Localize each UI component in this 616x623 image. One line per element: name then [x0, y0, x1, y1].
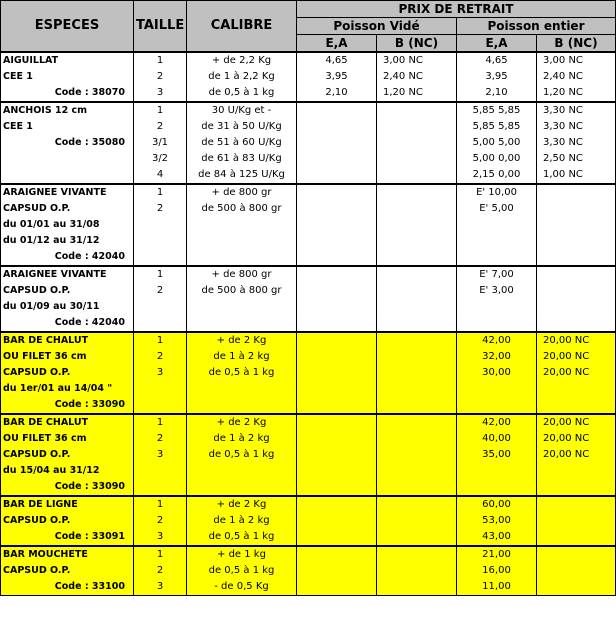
cell-espece: du 01/01 au 31/08 — [1, 217, 134, 233]
cell-entier-b — [537, 546, 616, 563]
table-row — [1, 233, 616, 249]
cell-entier-b: 3,30 NC — [537, 135, 616, 151]
cell-taille: 1 — [134, 414, 187, 431]
cell-espece: BAR DE CHALUT — [1, 414, 134, 431]
cell-calibre: + de 800 gr — [187, 184, 297, 201]
cell-espece: BAR MOUCHETE — [1, 546, 134, 563]
cell-vide-ea — [297, 463, 377, 479]
table-row — [1, 184, 616, 201]
table-row — [1, 431, 616, 447]
cell-taille: 2 — [134, 119, 187, 135]
cell-entier-ea: 5,00 5,00 — [457, 135, 537, 151]
cell-taille: 2 — [134, 513, 187, 529]
table-row — [1, 135, 616, 151]
cell-espece: Code : 33090 — [1, 397, 134, 414]
cell-entier-ea: 2,15 0,00 — [457, 167, 537, 184]
cell-calibre: - de 0,5 Kg — [187, 579, 297, 596]
cell-taille — [134, 479, 187, 496]
cell-entier-b — [537, 381, 616, 397]
cell-taille: 3 — [134, 85, 187, 102]
cell-espece: OU FILET 36 cm — [1, 431, 134, 447]
cell-vide-ea — [297, 217, 377, 233]
cell-taille: 1 — [134, 184, 187, 201]
table-row — [1, 52, 616, 69]
cell-calibre: + de 2 Kg — [187, 496, 297, 513]
cell-entier-ea: 3,95 — [457, 69, 537, 85]
cell-entier-ea: 32,00 — [457, 349, 537, 365]
cell-espece: Code : 33100 — [1, 579, 134, 596]
cell-entier-ea — [457, 249, 537, 266]
cell-espece — [1, 151, 134, 167]
table-row — [1, 496, 616, 513]
cell-entier-ea: 30,00 — [457, 365, 537, 381]
cell-calibre: de 0,5 à 1 kg — [187, 365, 297, 381]
table-row — [1, 479, 616, 496]
cell-espece: CAPSUD O.P. — [1, 513, 134, 529]
cell-entier-b — [537, 217, 616, 233]
cell-entier-ea: 60,00 — [457, 496, 537, 513]
cell-taille: 1 — [134, 332, 187, 349]
table-row — [1, 315, 616, 332]
cell-entier-ea: 42,00 — [457, 332, 537, 349]
cell-calibre — [187, 233, 297, 249]
cell-espece: BAR DE CHALUT — [1, 332, 134, 349]
cell-entier-ea: 11,00 — [457, 579, 537, 596]
table-row — [1, 365, 616, 381]
cell-vide-ea — [297, 233, 377, 249]
cell-entier-b — [537, 397, 616, 414]
col-vide-b: B (NC) — [377, 35, 457, 53]
cell-vide-ea — [297, 381, 377, 397]
cell-calibre: de 500 à 800 gr — [187, 201, 297, 217]
cell-vide-b — [377, 135, 457, 151]
cell-taille: 1 — [134, 546, 187, 563]
cell-calibre: de 61 à 83 U/Kg — [187, 151, 297, 167]
cell-vide-ea — [297, 365, 377, 381]
table-row — [1, 414, 616, 431]
cell-vide-ea — [297, 119, 377, 135]
cell-vide-b — [377, 349, 457, 365]
cell-calibre: de 0,5 à 1 kg — [187, 529, 297, 546]
cell-calibre: de 500 à 800 gr — [187, 283, 297, 299]
col-vide-ea: E,A — [297, 35, 377, 53]
cell-entier-ea: 5,85 5,85 — [457, 119, 537, 135]
cell-vide-b — [377, 513, 457, 529]
cell-vide-b — [377, 249, 457, 266]
cell-vide-b — [377, 447, 457, 463]
cell-calibre: + de 2 Kg — [187, 414, 297, 431]
table-row — [1, 447, 616, 463]
cell-vide-ea: 4,65 — [297, 52, 377, 69]
cell-calibre: + de 800 gr — [187, 266, 297, 283]
cell-vide-b — [377, 563, 457, 579]
cell-vide-ea — [297, 315, 377, 332]
cell-calibre: de 1 à 2 kg — [187, 513, 297, 529]
cell-espece — [1, 167, 134, 184]
cell-entier-ea — [457, 315, 537, 332]
cell-espece: CAPSUD O.P. — [1, 283, 134, 299]
cell-entier-ea: 43,00 — [457, 529, 537, 546]
cell-espece: Code : 33090 — [1, 479, 134, 496]
cell-entier-ea — [457, 463, 537, 479]
cell-vide-ea — [297, 249, 377, 266]
cell-taille — [134, 249, 187, 266]
cell-entier-b: 20,00 NC — [537, 332, 616, 349]
cell-entier-ea — [457, 397, 537, 414]
cell-vide-ea — [297, 431, 377, 447]
cell-entier-ea: 4,65 — [457, 52, 537, 69]
cell-calibre — [187, 217, 297, 233]
cell-vide-b — [377, 217, 457, 233]
cell-espece: Code : 33091 — [1, 529, 134, 546]
cell-entier-b — [537, 315, 616, 332]
cell-entier-b — [537, 233, 616, 249]
cell-calibre: de 1 à 2 kg — [187, 349, 297, 365]
cell-entier-b: 1,00 NC — [537, 167, 616, 184]
cell-vide-b — [377, 233, 457, 249]
cell-taille: 1 — [134, 52, 187, 69]
cell-entier-ea: E' 7,00 — [457, 266, 537, 283]
table-row — [1, 283, 616, 299]
cell-vide-b — [377, 184, 457, 201]
cell-vide-b — [377, 365, 457, 381]
cell-vide-ea — [297, 397, 377, 414]
cell-vide-ea — [297, 579, 377, 596]
cell-entier-b: 20,00 NC — [537, 414, 616, 431]
cell-entier-b: 20,00 NC — [537, 349, 616, 365]
cell-entier-ea: E' 10,00 — [457, 184, 537, 201]
table-row — [1, 167, 616, 184]
cell-calibre: + de 2,2 Kg — [187, 52, 297, 69]
cell-taille: 3 — [134, 447, 187, 463]
cell-entier-b — [537, 513, 616, 529]
cell-vide-ea — [297, 135, 377, 151]
cell-espece: ARAIGNEE VIVANTE — [1, 184, 134, 201]
cell-vide-ea — [297, 513, 377, 529]
cell-vide-ea: 2,10 — [297, 85, 377, 102]
cell-taille: 3/2 — [134, 151, 187, 167]
cell-entier-b — [537, 299, 616, 315]
cell-taille: 3 — [134, 579, 187, 596]
cell-entier-b — [537, 496, 616, 513]
cell-calibre: de 1 à 2,2 Kg — [187, 69, 297, 85]
cell-espece: CAPSUD O.P. — [1, 201, 134, 217]
col-especes: ESPECES — [1, 1, 134, 53]
table-row — [1, 463, 616, 479]
cell-vide-b — [377, 201, 457, 217]
cell-calibre: 30 U/Kg et - — [187, 102, 297, 119]
cell-taille: 2 — [134, 349, 187, 365]
cell-vide-b — [377, 315, 457, 332]
cell-espece: CAPSUD O.P. — [1, 563, 134, 579]
cell-taille — [134, 233, 187, 249]
cell-vide-ea — [297, 529, 377, 546]
cell-espece: Code : 35080 — [1, 135, 134, 151]
col-calibre: CALIBRE — [187, 1, 297, 53]
cell-entier-b: 3,30 NC — [537, 119, 616, 135]
table-row — [1, 119, 616, 135]
table-row — [1, 102, 616, 119]
col-prix-retrait: PRIX DE RETRAIT — [297, 1, 616, 18]
cell-entier-b — [537, 249, 616, 266]
col-entier-b: B (NC) — [537, 35, 616, 53]
cell-vide-b — [377, 102, 457, 119]
cell-espece: CAPSUD O.P. — [1, 447, 134, 463]
cell-taille — [134, 299, 187, 315]
cell-espece: ARAIGNEE VIVANTE — [1, 266, 134, 283]
table-row — [1, 201, 616, 217]
cell-vide-ea: 3,95 — [297, 69, 377, 85]
cell-entier-ea: 5,00 0,00 — [457, 151, 537, 167]
cell-entier-b: 2,40 NC — [537, 69, 616, 85]
cell-taille: 1 — [134, 496, 187, 513]
cell-vide-b — [377, 546, 457, 563]
cell-vide-b — [377, 151, 457, 167]
cell-calibre — [187, 381, 297, 397]
cell-entier-b — [537, 283, 616, 299]
cell-entier-b: 1,20 NC — [537, 85, 616, 102]
cell-entier-b — [537, 266, 616, 283]
cell-vide-ea — [297, 349, 377, 365]
col-poisson-entier: Poisson entier — [457, 18, 616, 35]
cell-calibre: + de 2 Kg — [187, 332, 297, 349]
cell-entier-ea: 35,00 — [457, 447, 537, 463]
cell-entier-ea: E' 5,00 — [457, 201, 537, 217]
table-row — [1, 249, 616, 266]
cell-entier-b — [537, 579, 616, 596]
col-taille: TAILLE — [134, 1, 187, 53]
cell-calibre: de 1 à 2 kg — [187, 431, 297, 447]
cell-espece: du 1er/01 au 14/04 " — [1, 381, 134, 397]
cell-vide-ea — [297, 201, 377, 217]
cell-entier-ea — [457, 299, 537, 315]
cell-entier-ea: 53,00 — [457, 513, 537, 529]
cell-calibre — [187, 249, 297, 266]
cell-calibre — [187, 463, 297, 479]
cell-entier-b — [537, 463, 616, 479]
cell-calibre: de 0,5 à 1 kg — [187, 563, 297, 579]
cell-vide-b — [377, 529, 457, 546]
cell-taille: 1 — [134, 266, 187, 283]
table-row — [1, 397, 616, 414]
cell-taille: 3/1 — [134, 135, 187, 151]
cell-entier-ea: E' 3,00 — [457, 283, 537, 299]
cell-vide-b: 1,20 NC — [377, 85, 457, 102]
cell-vide-ea — [297, 266, 377, 283]
cell-entier-b: 2,50 NC — [537, 151, 616, 167]
cell-espece: CAPSUD O.P. — [1, 365, 134, 381]
cell-taille: 3 — [134, 529, 187, 546]
table-row — [1, 217, 616, 233]
cell-calibre: + de 1 kg — [187, 546, 297, 563]
cell-calibre: de 0,5 à 1 kg — [187, 447, 297, 463]
cell-taille — [134, 217, 187, 233]
cell-vide-ea — [297, 332, 377, 349]
cell-vide-b: 3,00 NC — [377, 52, 457, 69]
cell-entier-b — [537, 201, 616, 217]
table-row — [1, 546, 616, 563]
table-row — [1, 299, 616, 315]
cell-calibre — [187, 315, 297, 332]
cell-vide-b — [377, 283, 457, 299]
cell-vide-ea — [297, 479, 377, 496]
cell-vide-ea — [297, 496, 377, 513]
cell-calibre: de 51 à 60 U/Kg — [187, 135, 297, 151]
cell-taille: 2 — [134, 431, 187, 447]
cell-entier-ea — [457, 479, 537, 496]
cell-taille — [134, 463, 187, 479]
cell-entier-b — [537, 184, 616, 201]
cell-vide-ea — [297, 299, 377, 315]
cell-taille — [134, 315, 187, 332]
cell-vide-b — [377, 299, 457, 315]
cell-entier-b — [537, 479, 616, 496]
table-body — [1, 52, 616, 596]
table-row — [1, 85, 616, 102]
table-row — [1, 151, 616, 167]
cell-espece: Code : 42040 — [1, 315, 134, 332]
cell-calibre — [187, 299, 297, 315]
table-row — [1, 332, 616, 349]
cell-vide-b — [377, 431, 457, 447]
cell-taille: 2 — [134, 563, 187, 579]
cell-espece: Code : 38070 — [1, 85, 134, 102]
cell-calibre: de 0,5 à 1 kg — [187, 85, 297, 102]
cell-espece: du 15/04 au 31/12 — [1, 463, 134, 479]
cell-entier-ea: 2,10 — [457, 85, 537, 102]
cell-espece: CEE 1 — [1, 69, 134, 85]
cell-vide-b — [377, 167, 457, 184]
cell-taille: 2 — [134, 69, 187, 85]
cell-entier-b: 3,30 NC — [537, 102, 616, 119]
cell-calibre: de 31 à 50 U/Kg — [187, 119, 297, 135]
cell-entier-b: 20,00 NC — [537, 447, 616, 463]
table-row — [1, 349, 616, 365]
cell-vide-ea — [297, 563, 377, 579]
cell-vide-b — [377, 119, 457, 135]
cell-entier-ea — [457, 381, 537, 397]
table-row — [1, 266, 616, 283]
table-row — [1, 69, 616, 85]
cell-espece: du 01/12 au 31/12 — [1, 233, 134, 249]
cell-entier-b — [537, 529, 616, 546]
col-poisson-vide: Poisson Vidé — [297, 18, 457, 35]
cell-taille: 1 — [134, 102, 187, 119]
cell-entier-ea — [457, 217, 537, 233]
cell-vide-b — [377, 381, 457, 397]
cell-taille — [134, 397, 187, 414]
cell-vide-ea — [297, 102, 377, 119]
cell-taille — [134, 381, 187, 397]
table-row — [1, 513, 616, 529]
table-row — [1, 529, 616, 546]
cell-vide-ea — [297, 414, 377, 431]
cell-espece: ANCHOIS 12 cm — [1, 102, 134, 119]
cell-entier-b: 20,00 NC — [537, 431, 616, 447]
cell-espece: du 01/09 au 30/11 — [1, 299, 134, 315]
cell-entier-b: 3,00 NC — [537, 52, 616, 69]
table-row — [1, 381, 616, 397]
cell-vide-b — [377, 266, 457, 283]
cell-espece: OU FILET 36 cm — [1, 349, 134, 365]
cell-vide-b — [377, 496, 457, 513]
cell-entier-ea: 40,00 — [457, 431, 537, 447]
cell-entier-b — [537, 563, 616, 579]
cell-taille: 2 — [134, 201, 187, 217]
cell-espece: BAR DE LIGNE — [1, 496, 134, 513]
cell-espece: CEE 1 — [1, 119, 134, 135]
cell-entier-ea: 21,00 — [457, 546, 537, 563]
cell-vide-b — [377, 332, 457, 349]
cell-taille: 3 — [134, 365, 187, 381]
cell-entier-b: 20,00 NC — [537, 365, 616, 381]
cell-vide-b — [377, 463, 457, 479]
col-entier-ea: E,A — [457, 35, 537, 53]
cell-taille: 4 — [134, 167, 187, 184]
cell-espece: Code : 42040 — [1, 249, 134, 266]
cell-entier-ea: 42,00 — [457, 414, 537, 431]
cell-entier-ea: 16,00 — [457, 563, 537, 579]
cell-vide-b — [377, 579, 457, 596]
cell-calibre — [187, 479, 297, 496]
cell-entier-ea — [457, 233, 537, 249]
table-row — [1, 563, 616, 579]
cell-taille: 2 — [134, 283, 187, 299]
cell-calibre: de 84 à 125 U/Kg — [187, 167, 297, 184]
cell-vide-ea — [297, 184, 377, 201]
cell-vide-b — [377, 397, 457, 414]
cell-vide-ea — [297, 167, 377, 184]
cell-calibre — [187, 397, 297, 414]
cell-vide-ea — [297, 151, 377, 167]
cell-vide-b — [377, 479, 457, 496]
cell-vide-ea — [297, 546, 377, 563]
table-header — [1, 1, 616, 53]
cell-entier-ea: 5,85 5,85 — [457, 102, 537, 119]
cell-vide-b — [377, 414, 457, 431]
cell-espece: AIGUILLAT — [1, 52, 134, 69]
cell-vide-ea — [297, 283, 377, 299]
cell-vide-b: 2,40 NC — [377, 69, 457, 85]
table-row — [1, 579, 616, 596]
cell-vide-ea — [297, 447, 377, 463]
